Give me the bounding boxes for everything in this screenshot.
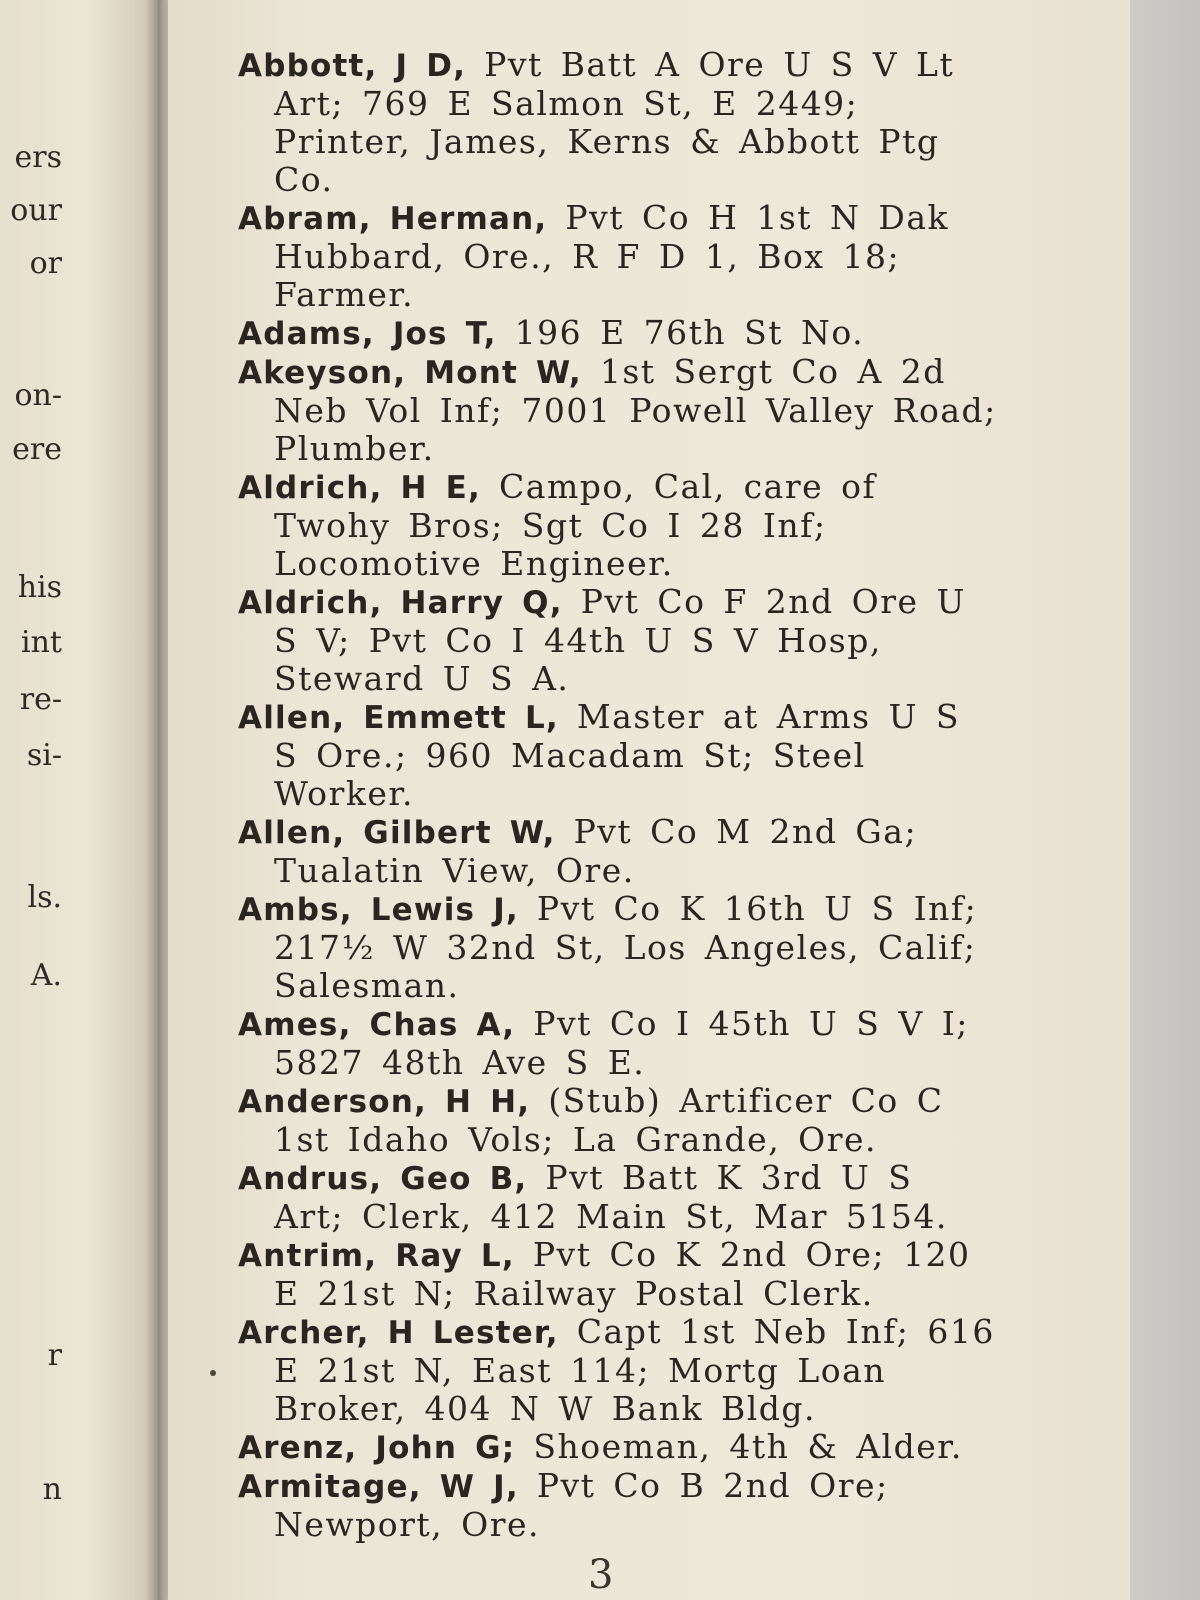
entry-details: Pvt Co I 45th U S V I; 5827 48th Ave S E. [274, 1004, 969, 1082]
directory-entry [238, 1428, 998, 1467]
entry-details: 1st Sergt Co A 2d Neb Vol Inf; 7001 Powell Valley Road; Plumber. [274, 352, 997, 468]
entry-details: Pvt Co K 2nd Ore; 120 E 21st N; Railway Postal Clerk. [274, 1235, 971, 1313]
directory-entry [238, 698, 998, 813]
left-page-text-fragment: int [21, 625, 62, 660]
left-page [0, 0, 158, 1600]
entry-name: Allen, Gilbert W, [238, 815, 556, 851]
entry-details: Pvt Co H 1st N Dak Hubbard, Ore., R F D 1, Box 18; Farmer. [274, 198, 950, 314]
background-surface [1130, 0, 1200, 1600]
directory-entry [238, 1082, 998, 1159]
entry-name: Ambs, Lewis J, [238, 892, 519, 928]
left-page-text-fragment: re- [19, 682, 62, 717]
directory-entry [238, 890, 998, 1005]
directory-entry [238, 468, 998, 583]
entry-name: Arenz, John G; [238, 1430, 516, 1466]
entry-name: Archer, H Lester, [238, 1315, 559, 1351]
left-page-text-fragment: ls. [27, 880, 62, 915]
entry-name: Aldrich, H E, [238, 470, 482, 506]
entry-details: Pvt Co B 2nd Ore; Newport, Ore. [274, 1466, 889, 1544]
entry-details: Master at Arms U S S Ore.; 960 Macadam St; Steel Worker. [274, 697, 960, 813]
entry-details: Pvt Batt K 3rd U S Art; Clerk, 412 Main St, Mar 5154. [274, 1158, 948, 1236]
left-page-text-fragment: A. [30, 958, 62, 993]
entry-name: Abram, Herman, [238, 201, 548, 237]
entry-details: Campo, Cal, care of Twohy Bros; Sgt Co I 28 Inf; Locomotive Engineer. [274, 467, 877, 583]
page-number: 3 [588, 1552, 614, 1598]
entry-details: Pvt Co K 16th U S Inf; 217½ W 32nd St, Los Angeles, Calif; Salesman. [274, 889, 978, 1005]
directory-entry [238, 1467, 998, 1544]
left-page-text-fragment: ere [12, 432, 62, 467]
ink-speck [210, 1370, 216, 1376]
entry-details: (Stub) Artificer Co C 1st Idaho Vols; La Grande, Ore. [274, 1081, 944, 1159]
directory-entry [238, 353, 998, 468]
entry-name: Abbott, J D, [238, 48, 467, 84]
left-page-text-fragment: r [47, 1338, 62, 1373]
directory-entries [238, 46, 998, 1544]
left-page-text-fragment: our [10, 193, 62, 228]
directory-entry [238, 1159, 998, 1236]
left-page-text-fragment: n [42, 1472, 62, 1507]
directory-entry [238, 199, 998, 314]
entry-details: Pvt Batt A Ore U S V Lt Art; 769 E Salmon St, E 2449; Printer, James, Kerns & Abbott Ptg Co. [274, 45, 955, 199]
directory-entry [238, 46, 998, 199]
directory-entry [238, 1005, 998, 1082]
entry-name: Armitage, W J, [238, 1469, 519, 1505]
entry-name: Adams, Jos T, [238, 316, 497, 352]
left-page-text-fragment: his [17, 570, 62, 605]
entry-details: Pvt Co M 2nd Ga; Tualatin View, Ore. [274, 812, 918, 890]
entry-name: Andrus, Geo B, [238, 1161, 528, 1197]
entry-name: Allen, Emmett L, [238, 700, 559, 736]
directory-entry [238, 813, 998, 890]
entry-name: Anderson, H H, [238, 1084, 531, 1120]
left-page-text-fragment: on- [14, 378, 62, 413]
entry-details: Pvt Co F 2nd Ore U S V; Pvt Co I 44th U S V Hosp, Steward U S A. [274, 582, 966, 698]
left-page-text-fragment: ers [14, 140, 62, 175]
directory-entry [238, 314, 998, 353]
directory-entry [238, 583, 998, 698]
entry-details: Shoeman, 4th & Alder. [533, 1427, 963, 1466]
entry-name: Akeyson, Mont W, [238, 355, 582, 391]
entry-name: Aldrich, Harry Q, [238, 585, 563, 621]
directory-entry [238, 1236, 998, 1313]
entry-name: Antrim, Ray L, [238, 1238, 515, 1274]
entry-name: Ames, Chas A, [238, 1007, 516, 1043]
directory-entry [238, 1313, 998, 1428]
left-page-text-fragment: or [29, 246, 62, 281]
entry-details: Capt 1st Neb Inf; 616 E 21st N, East 114; Mortg Loan Broker, 404 N W Bank Bldg. [274, 1312, 995, 1428]
entry-details: 196 E 76th St No. [514, 313, 865, 352]
left-page-text-fragment: si- [26, 738, 62, 773]
